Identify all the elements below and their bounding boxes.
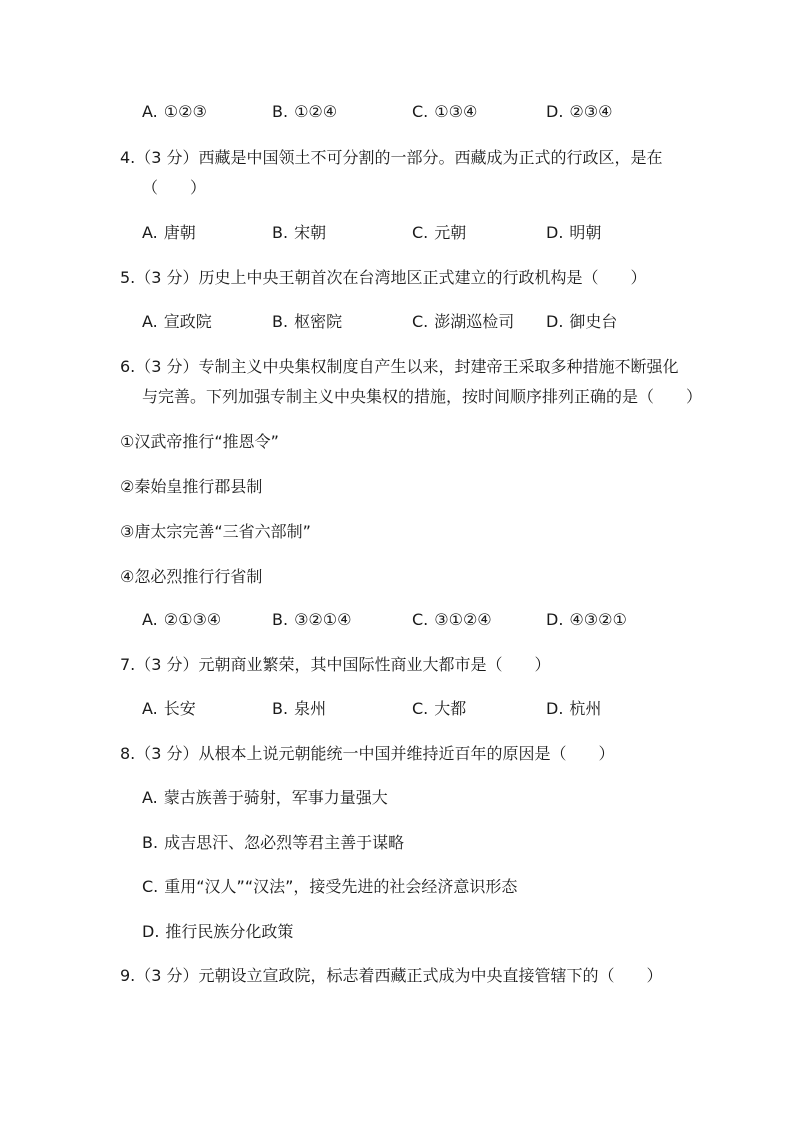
option-letter: D. [546, 102, 564, 121]
q6-option-a[interactable] [142, 610, 221, 630]
option-letter: A. [142, 699, 158, 718]
q3-option-a[interactable] [142, 102, 207, 122]
option-letter: B. [142, 833, 159, 852]
q8-option-a[interactable] [142, 788, 388, 808]
q6-option-c[interactable] [412, 610, 492, 630]
option-letter: C. [142, 877, 159, 896]
q4-stem: 4.（3 分）西藏是中国领土不可分割的一部分。西藏成为正式的行政区，是在 [120, 148, 663, 167]
q6-item-4: ④忽必烈推行行省制 [120, 567, 263, 586]
option-text: 枢密院 [294, 312, 343, 331]
q7-option-b[interactable] [272, 699, 326, 719]
q7-option-c[interactable] [412, 699, 466, 719]
q5-stem: 5.（3 分）历史上中央王朝首次在台湾地区正式建立的行政机构是（ ） [120, 268, 647, 287]
q8-option-d[interactable] [142, 922, 293, 942]
option-text: ④③②① [569, 610, 627, 629]
option-letter: D. [546, 699, 564, 718]
q5-option-b[interactable] [272, 312, 342, 332]
option-text: 蒙古族善于骑射，军事力量强大 [163, 788, 388, 807]
option-letter: B. [272, 699, 289, 718]
option-letter: D. [142, 922, 160, 941]
option-letter: C. [412, 102, 429, 121]
option-text: ①③④ [434, 102, 478, 121]
option-letter: C. [412, 699, 429, 718]
q5-option-a[interactable] [142, 312, 212, 332]
option-text: 长安 [163, 699, 196, 718]
q7-option-d[interactable] [546, 699, 601, 719]
q8-option-c[interactable] [142, 877, 517, 897]
option-letter: A. [142, 312, 158, 331]
option-text: 宋朝 [294, 223, 327, 242]
option-text: 唐朝 [163, 223, 196, 242]
q6-stem-cont: 与完善。下列加强专制主义中央集权的措施，按时间顺序排列正确的是（ ） [142, 387, 703, 406]
option-text: 成吉思汗、忽必烈等君主善于谋略 [164, 833, 405, 852]
q6-item-2: ②秦始皇推行郡县制 [120, 477, 263, 496]
option-text: ①②④ [294, 102, 338, 121]
option-letter: A. [142, 223, 158, 242]
q3-option-b[interactable] [272, 102, 337, 122]
q6-stem: 6.（3 分）专制主义中央集权制度自产生以来，封建帝王采取多种措施不断强化 [120, 357, 679, 376]
option-letter: C. [412, 610, 429, 629]
q9-stem: 9.（3 分）元朝设立宣政院，标志着西藏正式成为中央直接管辖下的（ ） [120, 966, 663, 985]
q4-option-c[interactable] [412, 223, 466, 243]
option-letter: B. [272, 223, 289, 242]
q4-option-b[interactable] [272, 223, 326, 243]
q3-option-d[interactable] [546, 102, 612, 122]
option-letter: B. [272, 102, 289, 121]
q5-option-c[interactable] [412, 312, 514, 332]
option-letter: C. [412, 312, 429, 331]
option-letter: D. [546, 610, 564, 629]
option-text: 重用“汉人”“汉法”，接受先进的社会经济意识形态 [164, 877, 518, 896]
q6-option-b[interactable] [272, 610, 351, 630]
option-text: ②①③④ [163, 610, 222, 629]
option-letter: B. [272, 312, 289, 331]
q4-option-a[interactable] [142, 223, 196, 243]
q3-option-c[interactable] [412, 102, 477, 122]
option-text: ①②③ [163, 102, 207, 121]
option-text: ③②①④ [294, 610, 352, 629]
q7-stem: 7.（3 分）元朝商业繁荣，其中国际性商业大都市是（ ） [120, 655, 551, 674]
q6-item-1: ①汉武帝推行“推恩令” [120, 432, 279, 451]
option-text: 杭州 [569, 699, 602, 718]
option-text: ②③④ [569, 102, 613, 121]
option-letter: A. [142, 610, 158, 629]
option-text: ③①②④ [434, 610, 492, 629]
option-letter: D. [546, 312, 564, 331]
q7-option-a[interactable] [142, 699, 196, 719]
option-letter: A. [142, 102, 158, 121]
q8-stem: 8.（3 分）从根本上说元朝能统一中国并维持近百年的原因是（ ） [120, 744, 615, 763]
option-text: 宣政院 [163, 312, 212, 331]
option-text: 澎湖巡检司 [434, 312, 515, 331]
q4-option-d[interactable] [546, 223, 601, 243]
q6-option-d[interactable] [546, 610, 627, 630]
option-text: 元朝 [434, 223, 467, 242]
q8-option-b[interactable] [142, 833, 404, 853]
q4-stem-cont: （ ） [142, 178, 207, 197]
option-text: 泉州 [294, 699, 327, 718]
option-letter: A. [142, 788, 158, 807]
q5-option-d[interactable] [546, 312, 617, 332]
option-text: 御史台 [569, 312, 618, 331]
option-text: 大都 [434, 699, 467, 718]
option-text: 推行民族分化政策 [165, 922, 294, 941]
option-text: 明朝 [569, 223, 602, 242]
option-letter: D. [546, 223, 564, 242]
option-letter: C. [412, 223, 429, 242]
q6-item-3: ③唐太宗完善“三省六部制” [120, 522, 311, 541]
option-letter: B. [272, 610, 289, 629]
